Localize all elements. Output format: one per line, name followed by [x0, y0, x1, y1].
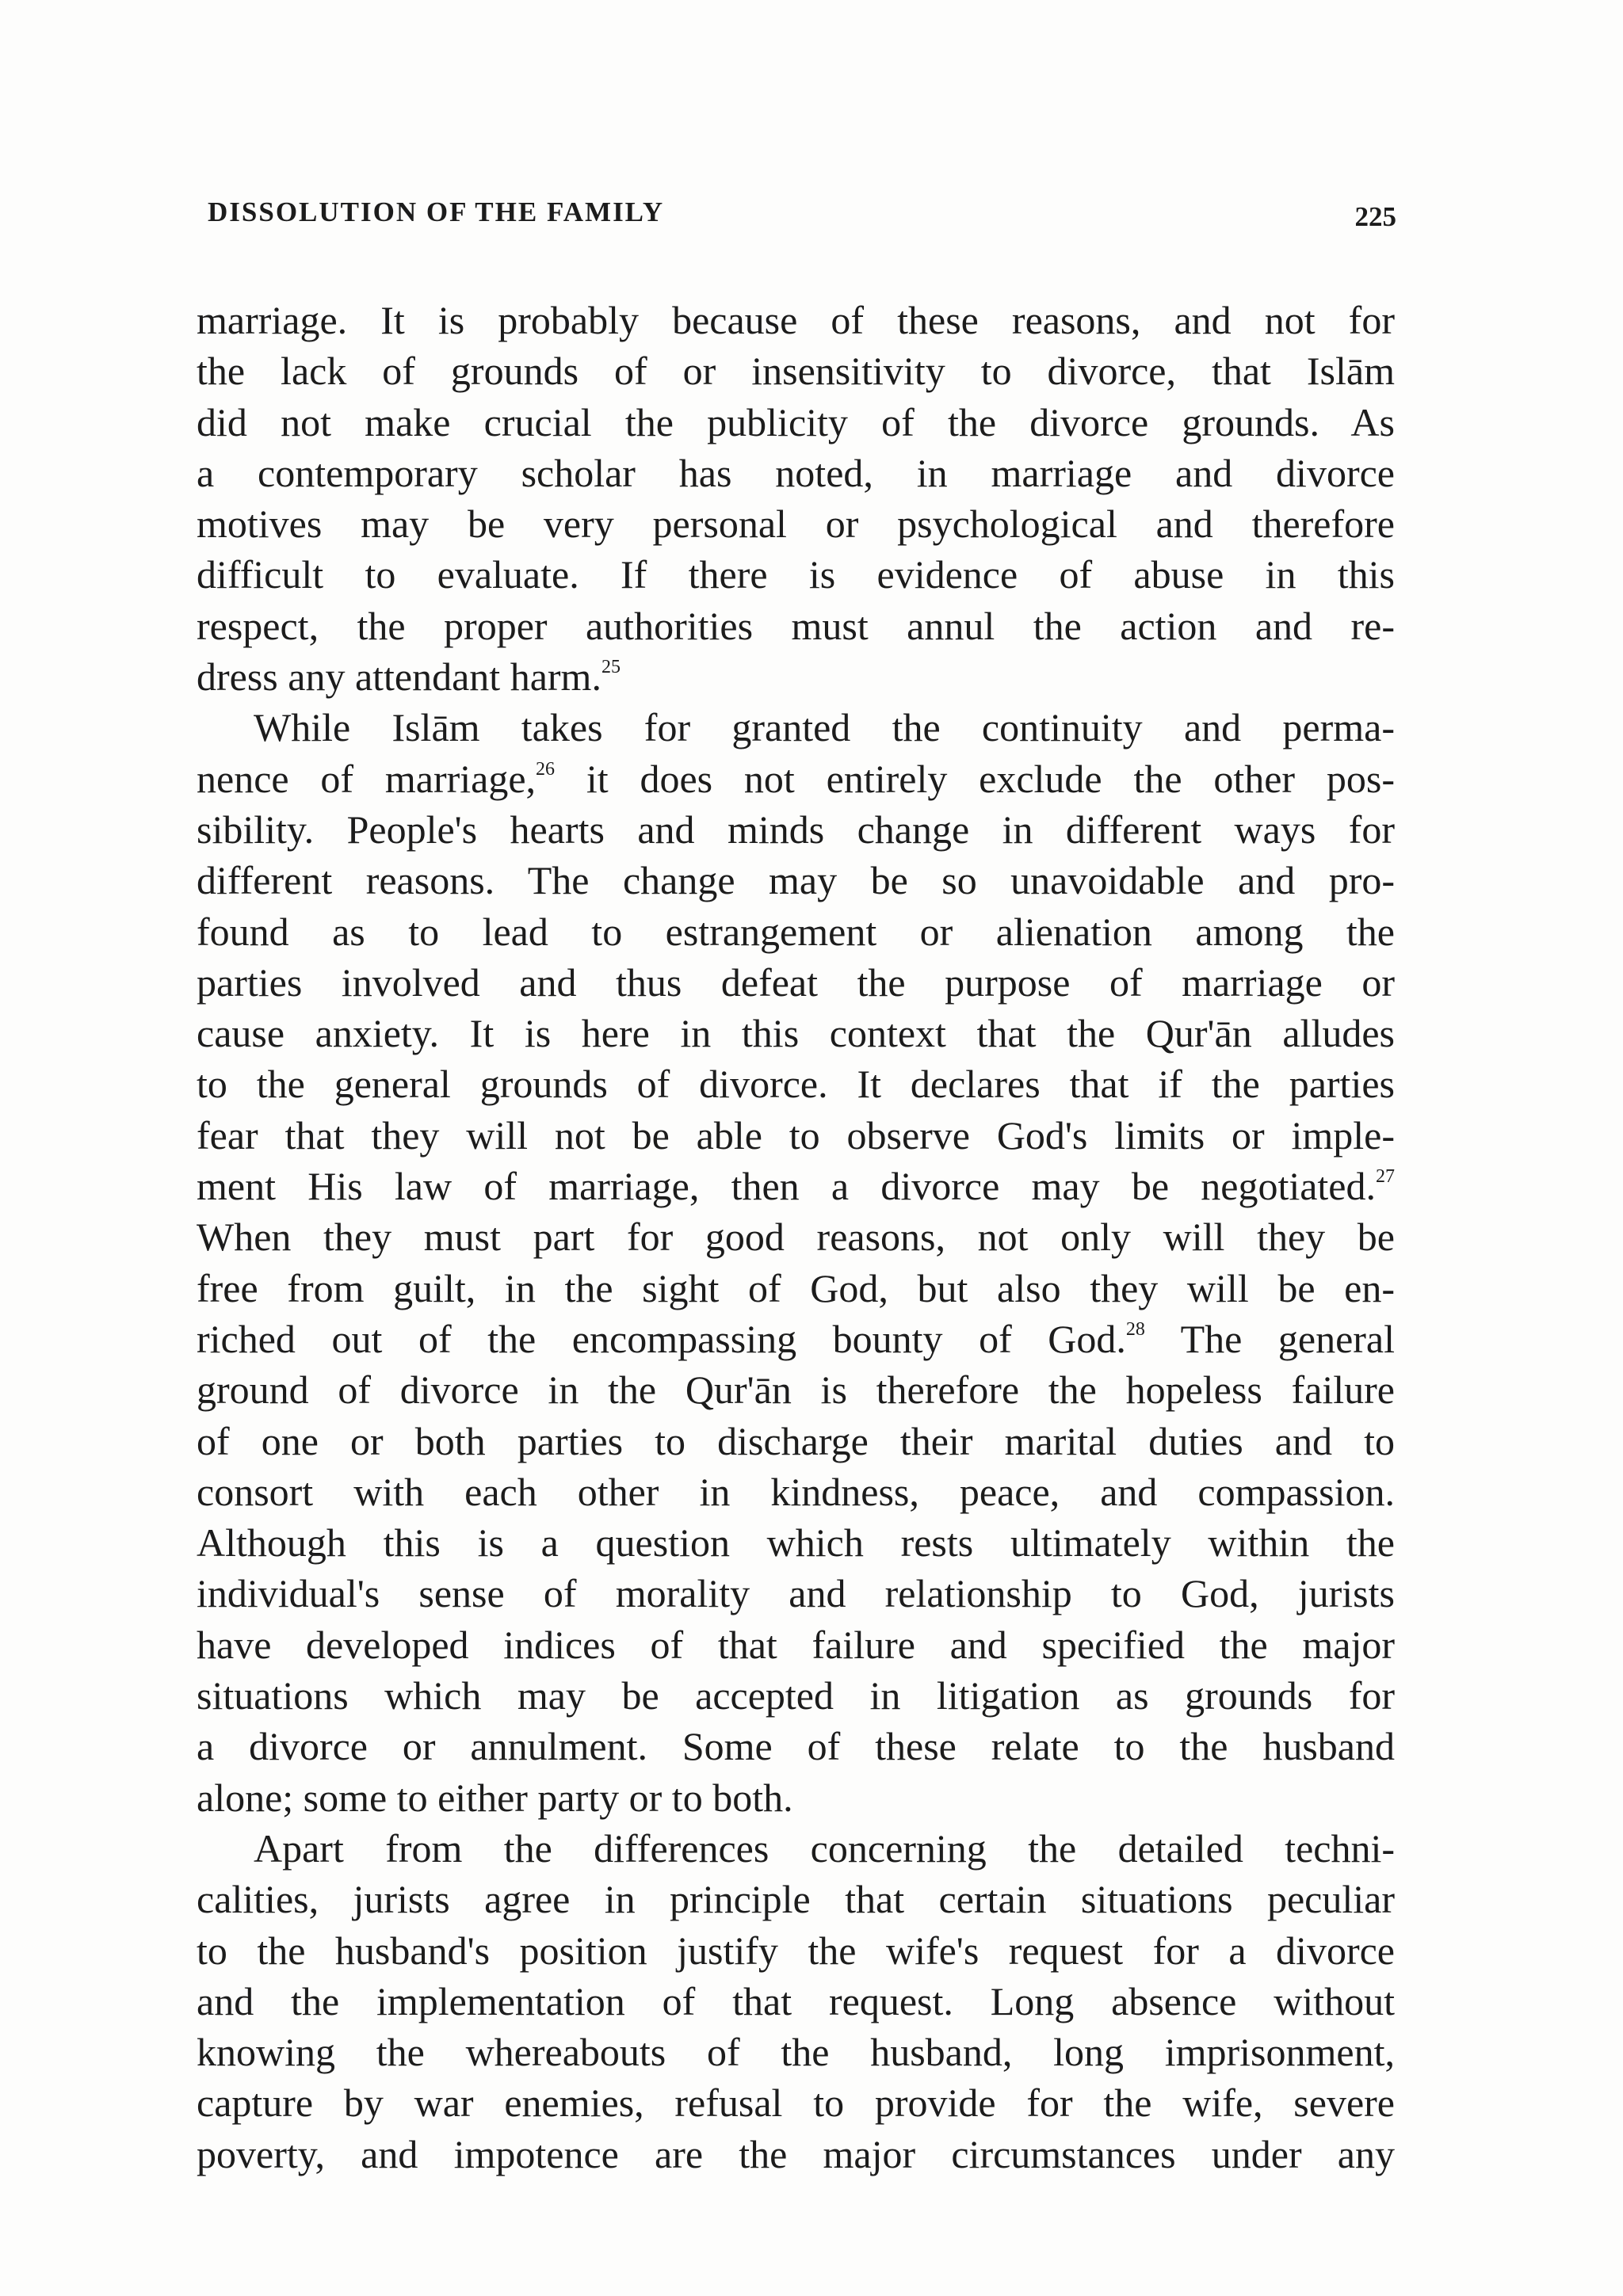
text-line [197, 753, 1395, 804]
footnote-marker: 28 [1125, 1318, 1145, 1340]
text-line [197, 1314, 1395, 1364]
text-line: cause anxiety. It is here in this context that the Qur'ān alludes [197, 1011, 1395, 1056]
text-line: individual's sense of morality and relationship to God, jurists [197, 1571, 1395, 1616]
running-head [208, 196, 1396, 241]
text-line: to the husband's position justify the wife's request for a divorce [197, 1928, 1395, 1973]
text-segment: nence of marriage, [197, 756, 537, 801]
text-line: poverty, and impotence are the major circumstances under any [197, 2131, 1395, 2176]
text-line: and the implementation of that request. Long absence without [197, 1978, 1395, 2023]
text-line: consort with each other in kindness, peace, and compassion. [197, 1469, 1395, 1514]
text-line: alone; some to either party or to both. [197, 1775, 793, 1820]
paragraph-start-line: Apart from the differences concerning the detailed techni- [254, 1825, 1395, 1871]
text-line: sibility. People's hearts and minds change in different ways for [197, 807, 1395, 852]
text-line: knowing the whereabouts of the husband, long imprisonment, [197, 2030, 1395, 2075]
text-segment: dress any attendant harm. [197, 654, 601, 700]
text-segment: ment His law of marriage, then a divorce may be negotiated. [197, 1164, 1376, 1209]
text-line: calities, jurists agree in principle that certain situations peculiar [197, 1877, 1395, 1922]
text-line: Although this is a question which rests ultimately within the [197, 1520, 1395, 1566]
text-line [197, 651, 1395, 702]
text-line: ground of divorce in the Qur'ān is therefore the hopeless failure [197, 1367, 1395, 1413]
text-line: the lack of grounds of or insensitivity to divorce, that Islām [197, 349, 1395, 394]
text-line: respect, the proper authorities must annul the action and re- [197, 603, 1395, 648]
body-text [197, 295, 1395, 2180]
text-line: When they must part for good reasons, not only will they be [197, 1215, 1395, 1260]
text-line: marriage. It is probably because of these reasons, and not for [197, 298, 1395, 342]
text-line: parties involved and thus defeat the purpose of marriage or [197, 959, 1395, 1005]
text-line: to the general grounds of divorce. It declares that if the parties [197, 1062, 1395, 1107]
page-number: 225 [1354, 201, 1396, 232]
text-line: did not make crucial the publicity of the divorce grounds. As [197, 399, 1395, 444]
text-line [197, 1161, 1395, 1211]
text-line: a contemporary scholar has noted, in marriage and divorce [197, 450, 1395, 495]
footnote-marker: 27 [1376, 1166, 1395, 1188]
text-segment: it does not entirely exclude the other pos- [555, 756, 1395, 801]
text-line: situations which may be accepted in litigation as grounds for [197, 1673, 1395, 1718]
text-line: motives may be very personal or psychological and therefore [197, 502, 1395, 547]
text-line: capture by war enemies, refusal to provide for the wife, severe [197, 2081, 1395, 2126]
text-segment: The general [1144, 1316, 1395, 1361]
text-line: different reasons. The change may be so unavoidable and pro- [197, 858, 1395, 903]
text-line: a divorce or annulment. Some of these relate to the husband [197, 1724, 1395, 1769]
footnote-marker: 26 [536, 758, 556, 780]
text-line: of one or both parties to discharge their marital duties and to [197, 1418, 1395, 1463]
text-segment: riched out of the encompassing bounty of God. [197, 1316, 1126, 1361]
text-line: fear that they will not be able to observe God's limits or imple- [197, 1112, 1395, 1158]
paragraph-start-line: While Islām takes for granted the continuity and perma- [254, 705, 1395, 750]
footnote-marker: 25 [601, 657, 621, 678]
text-line: have developed indices of that failure and specified the major [197, 1622, 1395, 1667]
running-head-title: DISSOLUTION OF THE FAMILY [208, 196, 665, 227]
text-line: found as to lead to estrangement or alienation among the [197, 909, 1395, 954]
text-line: difficult to evaluate. If there is evidence of abuse in this [197, 552, 1395, 597]
text-line: free from guilt, in the sight of God, but also they will be en- [197, 1265, 1395, 1310]
